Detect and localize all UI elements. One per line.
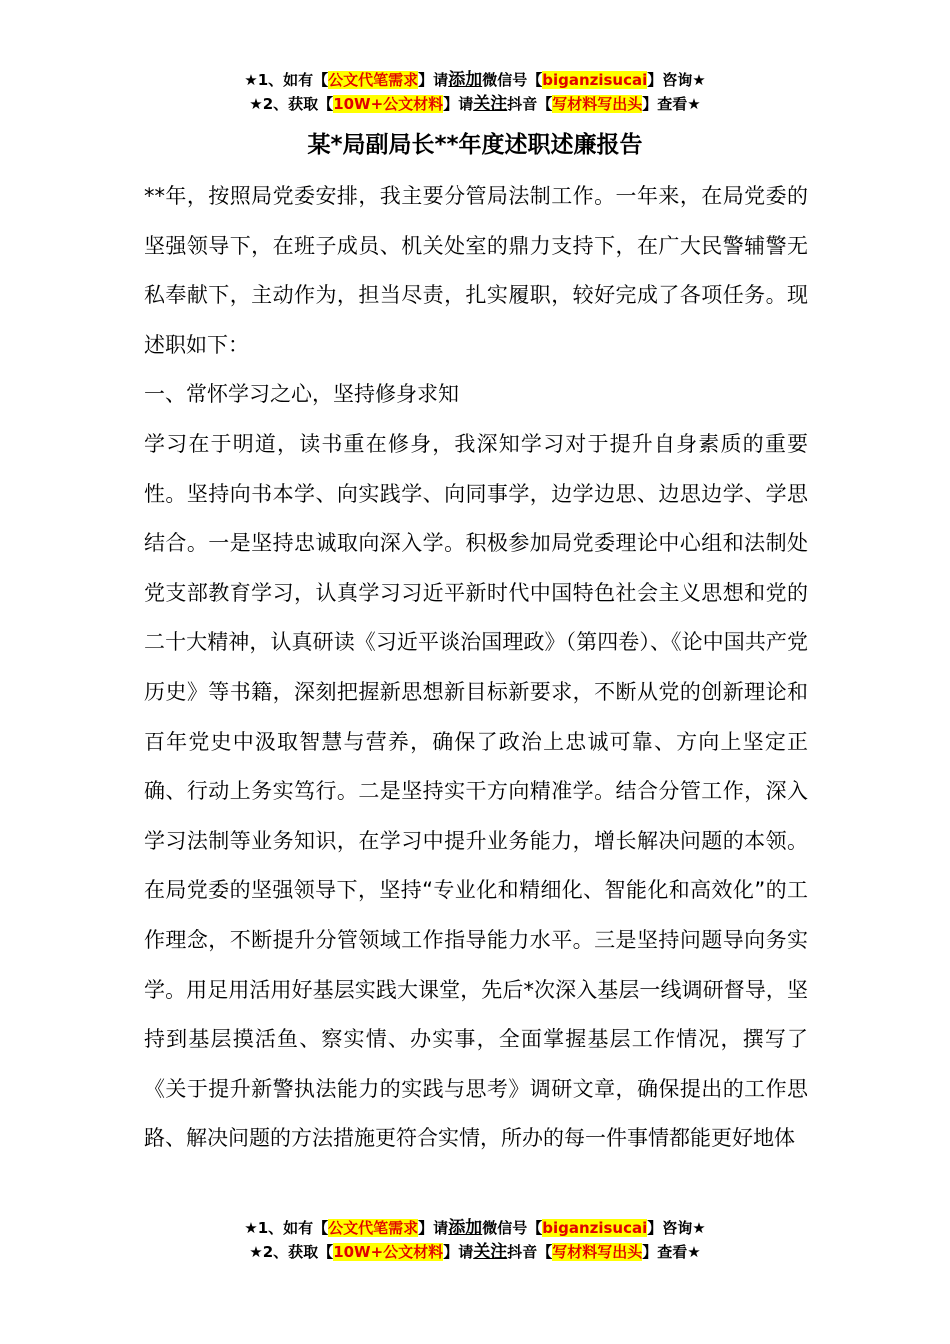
section-1-heading: 一、常怀学习之心，坚持修身求知 [144, 382, 459, 407]
highlight-wechat-id: biganzisucai [542, 71, 648, 89]
banner-line-1: ★1、如有【公文代笔需求】请添加微信号【biganzisucai】咨询★ [244, 70, 706, 90]
highlight-ghostwriting: 公文代笔需求 [328, 71, 419, 89]
banner-line-2: ★2、获取【10W+公文材料】请关注抖音【写材料写出头】查看★ [249, 94, 701, 114]
highlight-wechat-id: biganzisucai [542, 1219, 648, 1237]
highlight-ghostwriting: 公文代笔需求 [328, 1219, 419, 1237]
highlight-materials: 10W+公文材料 [333, 1243, 444, 1261]
intro-paragraph: **年，按照局党委安排，我主要分管局法制工作。一年来，在局党委的坚强领导下，在班子成员、机关处室的鼎力支持下，在广大民警辅警无私奉献下，主动作为，担当尽责，扎实履职，较好完成了各项任务。现述职如下： [144, 184, 808, 357]
bottom-banner [0, 1216, 950, 1264]
banner-line-1: ★1、如有【公文代笔需求】请添加微信号【biganzisucai】咨询★ [244, 1218, 706, 1238]
document-body [144, 172, 808, 1164]
highlight-douyin: 写材料写出头 [552, 1243, 643, 1261]
highlight-douyin: 写材料写出头 [552, 95, 643, 113]
highlight-materials: 10W+公文材料 [333, 95, 444, 113]
top-banner [0, 68, 950, 116]
document-title: 某*局副局长**年度述职述廉报告 [307, 132, 643, 158]
banner-line-2: ★2、获取【10W+公文材料】请关注抖音【写材料写出头】查看★ [249, 1242, 701, 1262]
section-1-paragraph: 学习在于明道，读书重在修身，我深知学习对于提升自身素质的重要性。坚持向书本学、向实践学、向同事学，边学边思、边思边学、学思结合。一是坚持忠诚取向深入学。积极参加局党委理论中心组和法制处党支部教育学习，认真学习习近平新时代中国特色社会主义思想和党的二十大精神，认真研读《习近平谈治国理政》（第四卷）、《论中国共产党历史》等书籍，深刻把握新思想新目标新要求，不断从党的创新理论和百年党史中汲取智慧与营养，确保了政治上忠诚可靠、方向上坚定正确、行动上务实笃行。二是坚持实干方向精准学。结合分管工作，深入学习法制等业务知识，在学习中提升业务能力，增长解决问题的本领。在局党委的坚强领导下，坚持“专业化和精细化、智能化和高效化”的工作理念，不断提升分管领域工作指导能力水平。三是坚持问题导向务实学。用足用活用好基层实践大课堂，先后*次深入基层一线调研督导，坚持到基层摸活鱼、察实情、办实事，全面掌握基层工作情况，撰写了《关于提升新警执法能力的实践与思考》调研文章，确保提出的工作思路、解决问题的方法措施更符合实情，所办的每一件事情都能更好地体 [144, 431, 808, 1151]
